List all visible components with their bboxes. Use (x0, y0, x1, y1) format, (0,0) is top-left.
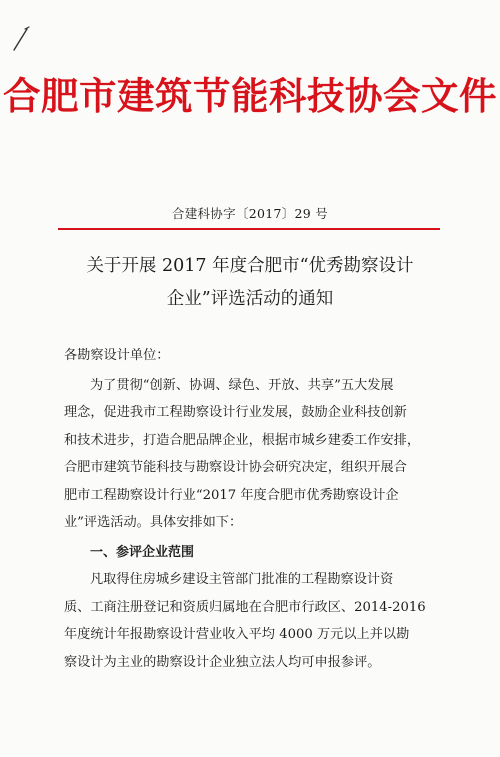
salutation: 各勘察设计单位： (64, 348, 170, 363)
document-body (64, 342, 436, 676)
paragraph-line: 合肥市建筑节能科技与勘察设计协会研究决定，组织开展合 (64, 460, 407, 475)
paragraph-line: 为了贯彻“创新、协调、绿色、开放、共享”五大发展 (90, 377, 394, 393)
document-number: 合建科协字〔2017〕29 号 (171, 206, 329, 221)
notice-title (60, 250, 440, 316)
section-heading: 一、参评企业范围 (90, 544, 195, 560)
notice-title-line: 关于开展 2017 年度合肥市“优秀勘察设计 (86, 256, 414, 276)
paragraph-scope (64, 566, 436, 676)
paragraph-line: 和技术进步，打造合肥品牌企业，根据市城乡建委工作安排， (64, 432, 421, 448)
paragraph-line: 质、工商注册登记和资质归属地在合肥市行政区、2014-2016 (64, 599, 426, 615)
paragraph-line: 肥市工程勘察设计行业“2017 年度合肥市优秀勘察设计企 (64, 487, 399, 503)
paragraph-line: 凡取得住房城乡建设主管部门批准的工程勘察设计资 (90, 572, 394, 587)
header-divider (58, 228, 440, 230)
pen-mark-icon (10, 24, 32, 54)
paragraph-line: 业”评选活动。具体安排如下： (64, 515, 243, 530)
notice-title-line: 企业”评选活动的通知 (166, 289, 334, 309)
paragraph-line: 年度统计年报勘察设计营业收入平均 4000 万元以上并以勘 (64, 627, 410, 642)
paragraph-line: 理念，促进我市工程勘察设计行业发展，鼓励企业科技创新 (64, 405, 407, 420)
document-header-title: 合肥市建筑节能科技协会文件 (3, 74, 497, 118)
paragraph-intro (64, 372, 436, 537)
paragraph-line: 察设计为主业的勘察设计企业独立法人均可申报参评。 (64, 654, 381, 670)
